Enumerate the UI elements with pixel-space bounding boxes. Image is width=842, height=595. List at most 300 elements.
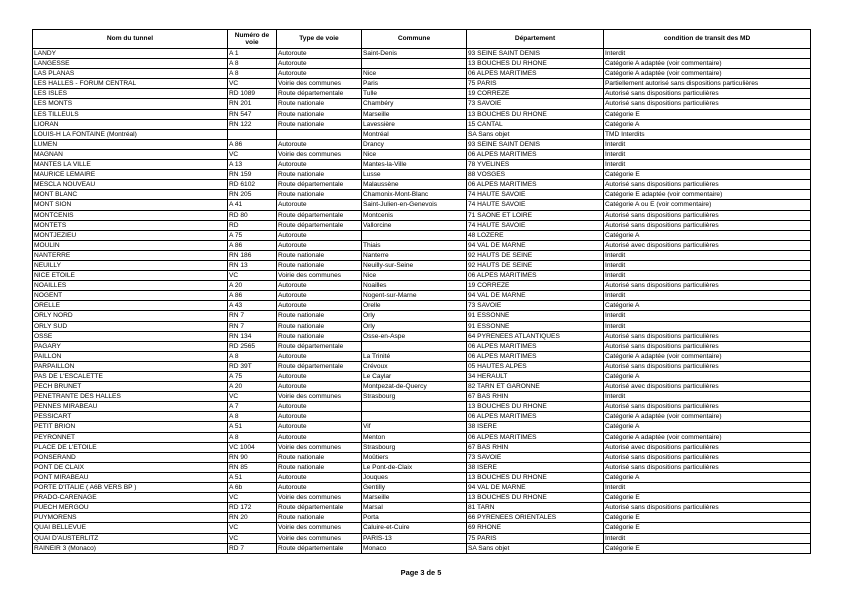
tunnel-name-cell: PONT MIRABEAU [33, 472, 228, 482]
department-cell: 81 TARN [467, 503, 604, 513]
department-cell: 88 VOSGES [467, 170, 604, 180]
department-cell: 67 BAS RHIN [467, 392, 604, 402]
tunnel-name-cell: PAGARY [33, 341, 228, 351]
transit-condition-cell: Catégorie E [604, 493, 811, 503]
table-row [33, 291, 811, 301]
road-number-cell: RN 7 [228, 311, 277, 321]
road-number-cell: RD 39T [228, 361, 277, 371]
table-row [33, 210, 811, 220]
transit-condition-cell: Interdit [604, 392, 811, 402]
table-row [33, 129, 811, 139]
tunnel-name-cell: PETIT BRION [33, 422, 228, 432]
transit-condition-cell: Catégorie A [604, 422, 811, 432]
road-number-cell: RD 1089 [228, 89, 277, 99]
road-number-cell: VC [228, 392, 277, 402]
department-cell: 74 HAUTE SAVOIE [467, 190, 604, 200]
tunnel-name-cell: ORLY SUD [33, 321, 228, 331]
road-number-cell: RD 6102 [228, 180, 277, 190]
road-number-cell: RN 205 [228, 190, 277, 200]
transit-condition-cell: Catégorie A ou E (voir commentaire) [604, 200, 811, 210]
commune-cell: Paris [362, 79, 467, 89]
commune-cell: Vallorcine [362, 220, 467, 230]
road-type-cell: Route départementale [277, 180, 362, 190]
transit-condition-cell: Interdit [604, 149, 811, 159]
table-row [33, 99, 811, 109]
road-type-cell: Voirie des communes [277, 523, 362, 533]
tunnel-name-cell: LES MONTS [33, 99, 228, 109]
road-number-cell: RN 547 [228, 109, 277, 119]
commune-cell: Caluire-et-Cuire [362, 523, 467, 533]
road-type-cell: Autoroute [277, 160, 362, 170]
commune-cell: Neuilly-sur-Seine [362, 260, 467, 270]
tunnel-name-cell: LANGESSE [33, 59, 228, 69]
road-number-cell: A 51 [228, 422, 277, 432]
transit-condition-cell: Catégorie E [604, 109, 811, 119]
department-cell: 05 HAUTES ALPES [467, 361, 604, 371]
department-cell: 75 PARIS [467, 533, 604, 543]
table-header-row [33, 30, 811, 49]
road-type-cell: Route nationale [277, 99, 362, 109]
transit-condition-cell: Catégorie A [604, 472, 811, 482]
commune-cell: Saint-Denis [362, 49, 467, 59]
road-type-cell: Route nationale [277, 250, 362, 260]
commune-cell: PARIS-13 [362, 533, 467, 543]
table-row [33, 69, 811, 79]
road-type-cell: Autoroute [277, 200, 362, 210]
department-cell: 93 SEINE SAINT DENIS [467, 49, 604, 59]
road-type-cell: Route nationale [277, 513, 362, 523]
transit-condition-cell: Interdit [604, 533, 811, 543]
department-cell: 73 SAVOIE [467, 301, 604, 311]
department-cell: 92 HAUTS DE SEINE [467, 260, 604, 270]
transit-condition-cell: Catégorie E adaptée (voir commentaire) [604, 190, 811, 200]
transit-condition-cell: Autorisé avec dispositions particulières [604, 442, 811, 452]
table-row [33, 321, 811, 331]
road-number-cell: VC [228, 533, 277, 543]
tunnel-name-cell: RAINEIR 3 (Monaco) [33, 543, 228, 553]
road-type-cell: Route nationale [277, 311, 362, 321]
transit-condition-cell: Autorisé avec dispositions particulières [604, 382, 811, 392]
commune-cell: Nice [362, 271, 467, 281]
tunnel-name-cell: MONT BLANC [33, 190, 228, 200]
department-cell: 13 BOUCHES DU RHONE [467, 402, 604, 412]
department-cell: 66 PYRENEES ORIENTALES [467, 513, 604, 523]
department-cell: 06 ALPES MARITIMES [467, 69, 604, 79]
department-cell: 06 ALPES MARITIMES [467, 341, 604, 351]
tunnel-name-cell: QUAI D'AUSTERLITZ [33, 533, 228, 543]
table-row [33, 240, 811, 250]
table-row [33, 260, 811, 270]
commune-cell: Drancy [362, 139, 467, 149]
road-type-cell: Autoroute [277, 291, 362, 301]
road-number-cell: A 1 [228, 49, 277, 59]
department-cell: 34 HERAULT [467, 372, 604, 382]
table-row [33, 382, 811, 392]
commune-cell: Osse-en-Aspe [362, 331, 467, 341]
table-row [33, 250, 811, 260]
department-cell: 82 TARN ET GARONNE [467, 382, 604, 392]
department-cell: 13 BOUCHES DU RHONE [467, 493, 604, 503]
table-row [33, 331, 811, 341]
road-number-cell: VC [228, 493, 277, 503]
road-type-cell: Autoroute [277, 59, 362, 69]
department-cell: 13 BOUCHES DU RHONE [467, 109, 604, 119]
road-number-cell: RN 90 [228, 452, 277, 462]
table-row [33, 483, 811, 493]
table-row [33, 503, 811, 513]
department-cell: 93 SEINE SAINT DENIS [467, 139, 604, 149]
road-type-cell: Route nationale [277, 260, 362, 270]
table-row [33, 59, 811, 69]
tunnel-name-cell: PARPAILLON [33, 361, 228, 371]
transit-condition-cell: Interdit [604, 311, 811, 321]
transit-condition-cell: Interdit [604, 483, 811, 493]
commune-cell: Vif [362, 422, 467, 432]
department-cell: 73 SAVOIE [467, 99, 604, 109]
transit-condition-cell: Interdit [604, 321, 811, 331]
transit-condition-cell: Catégorie A adaptée (voir commentaire) [604, 432, 811, 442]
road-number-cell: A 8 [228, 351, 277, 361]
commune-cell: Nanterre [362, 250, 467, 260]
commune-cell: Nice [362, 69, 467, 79]
road-number-cell: A 8 [228, 69, 277, 79]
road-type-cell: Autoroute [277, 402, 362, 412]
header-nom-du-tunnel: Nom du tunnel [33, 30, 228, 49]
road-number-cell: RN 201 [228, 99, 277, 109]
commune-cell: Saint-Julien-en-Genevois [362, 200, 467, 210]
table-row [33, 49, 811, 59]
commune-cell: Montpezat-de-Quercy [362, 382, 467, 392]
commune-cell: Orly [362, 321, 467, 331]
header-type-de-voie: Type de voie [277, 30, 362, 49]
commune-cell: Orly [362, 311, 467, 321]
table-row [33, 472, 811, 482]
table-row [33, 452, 811, 462]
road-type-cell: Voirie des communes [277, 79, 362, 89]
road-type-cell: Autoroute [277, 483, 362, 493]
road-number-cell: A 41 [228, 200, 277, 210]
tunnel-name-cell: PAS DE L'ESCALETTE [33, 372, 228, 382]
department-cell: 06 ALPES MARITIMES [467, 351, 604, 361]
table-row [33, 109, 811, 119]
commune-cell: Le Caylar [362, 372, 467, 382]
commune-cell: Tulle [362, 89, 467, 99]
table-row [33, 513, 811, 523]
road-type-cell: Autoroute [277, 240, 362, 250]
road-type-cell: Route nationale [277, 190, 362, 200]
transit-condition-cell: Autorisé sans dispositions particulières [604, 99, 811, 109]
tunnel-name-cell: NOGENT [33, 291, 228, 301]
road-type-cell: Voirie des communes [277, 271, 362, 281]
commune-cell: Malaussène [362, 180, 467, 190]
tunnel-name-cell: PUECH MERGOU [33, 503, 228, 513]
road-number-cell: A 8 [228, 432, 277, 442]
transit-condition-cell: Interdit [604, 250, 811, 260]
road-type-cell: Voirie des communes [277, 149, 362, 159]
road-number-cell: RD 172 [228, 503, 277, 513]
header-condition-de-transit: condition de transit des MD [604, 30, 811, 49]
department-cell: 94 VAL DE MARNE [467, 291, 604, 301]
tunnel-name-cell: MAGNAN [33, 149, 228, 159]
road-type-cell: Voirie des communes [277, 533, 362, 543]
road-number-cell: RN 134 [228, 331, 277, 341]
department-cell: 06 ALPES MARITIMES [467, 432, 604, 442]
road-type-cell: Route nationale [277, 109, 362, 119]
road-number-cell: VC [228, 79, 277, 89]
road-type-cell: Route départementale [277, 361, 362, 371]
road-number-cell: RD 2565 [228, 341, 277, 351]
table-row [33, 119, 811, 129]
tunnel-name-cell: MONTCENIS [33, 210, 228, 220]
road-number-cell: A 75 [228, 230, 277, 240]
transit-condition-cell: Catégorie A adaptée (voir commentaire) [604, 412, 811, 422]
tunnel-name-cell: MOULIN [33, 240, 228, 250]
tunnel-name-cell: PECH BRUNET [33, 382, 228, 392]
road-type-cell: Route nationale [277, 452, 362, 462]
department-cell: 06 ALPES MARITIMES [467, 149, 604, 159]
department-cell: SA Sans objet [467, 129, 604, 139]
commune-cell: Montréal [362, 129, 467, 139]
commune-cell [362, 412, 467, 422]
road-number-cell: VC [228, 149, 277, 159]
tunnel-name-cell: LES TILLEULS [33, 109, 228, 119]
road-type-cell: Route nationale [277, 170, 362, 180]
road-type-cell: Voirie des communes [277, 442, 362, 452]
tunnel-name-cell: PUYMORENS [33, 513, 228, 523]
table-row [33, 190, 811, 200]
department-cell: 06 ALPES MARITIMES [467, 180, 604, 190]
table-row [33, 170, 811, 180]
commune-cell: Porta [362, 513, 467, 523]
road-number-cell: RD [228, 220, 277, 230]
road-number-cell: RD 80 [228, 210, 277, 220]
road-type-cell: Route départementale [277, 220, 362, 230]
road-number-cell [228, 129, 277, 139]
table-row [33, 402, 811, 412]
road-number-cell: RN 7 [228, 321, 277, 331]
tunnel-name-cell: PONSERAND [33, 452, 228, 462]
department-cell: 78 YVELINES [467, 160, 604, 170]
transit-condition-cell: TMD Interdits [604, 129, 811, 139]
road-type-cell: Autoroute [277, 301, 362, 311]
transit-condition-cell: Autorisé sans dispositions particulières [604, 462, 811, 472]
department-cell: 67 BAS RHIN [467, 442, 604, 452]
commune-cell: Nice [362, 149, 467, 159]
road-number-cell: A 20 [228, 382, 277, 392]
table-row [33, 79, 811, 89]
department-cell: 06 ALPES MARITIMES [467, 412, 604, 422]
table-row [33, 230, 811, 240]
road-type-cell: Voirie des communes [277, 493, 362, 503]
page-number: Page 3 de 5 [400, 568, 442, 577]
road-number-cell: A 13 [228, 160, 277, 170]
tunnel-name-cell: NICE ETOILE [33, 271, 228, 281]
commune-cell: Gentilly [362, 483, 467, 493]
commune-cell: Le Pont-de-Claix [362, 462, 467, 472]
road-type-cell: Voirie des communes [277, 392, 362, 402]
transit-condition-cell: Catégorie A adaptée (voir commentaire) [604, 69, 811, 79]
department-cell: 73 SAVOIE [467, 452, 604, 462]
table-row [33, 372, 811, 382]
road-number-cell: A 20 [228, 281, 277, 291]
table-row [33, 271, 811, 281]
commune-cell: Strasbourg [362, 442, 467, 452]
road-type-cell: Autoroute [277, 412, 362, 422]
tunnel-name-cell: ORELLE [33, 301, 228, 311]
road-type-cell: Autoroute [277, 382, 362, 392]
table-row [33, 301, 811, 311]
road-number-cell: RN 159 [228, 170, 277, 180]
commune-cell: Marsal [362, 503, 467, 513]
tunnel-name-cell: QUAI BELLEVUE [33, 523, 228, 533]
transit-condition-cell: Autorisé sans dispositions particulières [604, 503, 811, 513]
department-cell: 13 BOUCHES DU RHONE [467, 59, 604, 69]
table-row [33, 200, 811, 210]
table-row [33, 351, 811, 361]
transit-condition-cell: Autorisé sans dispositions particulières [604, 452, 811, 462]
transit-condition-cell: Catégorie E [604, 523, 811, 533]
table-row [33, 361, 811, 371]
commune-cell: Jouques [362, 472, 467, 482]
tunnel-name-cell: MESCLA NOUVEAU [33, 180, 228, 190]
transit-condition-cell: Autorisé sans dispositions particulières [604, 220, 811, 230]
table-row [33, 281, 811, 291]
tunnel-name-cell: MAURICE LEMAIRE [33, 170, 228, 180]
tunnel-name-cell: PENETRANTE DES HALLES [33, 392, 228, 402]
commune-cell: Moûtiers [362, 452, 467, 462]
road-number-cell: A 86 [228, 139, 277, 149]
commune-cell: Menton [362, 432, 467, 442]
table-row [33, 89, 811, 99]
table-row [33, 180, 811, 190]
department-cell: 94 VAL DE MARNE [467, 240, 604, 250]
road-type-cell: Route nationale [277, 331, 362, 341]
road-number-cell: A 86 [228, 240, 277, 250]
transit-condition-cell: Catégorie A adaptée (voir commentaire) [604, 351, 811, 361]
tunnel-name-cell: MANTES LA VILLE [33, 160, 228, 170]
department-cell: 91 ESSONNE [467, 311, 604, 321]
transit-condition-cell: Autorisé sans dispositions particulières [604, 180, 811, 190]
commune-cell: Monaco [362, 543, 467, 553]
transit-condition-cell: Autorisé sans dispositions particulières [604, 331, 811, 341]
table-row [33, 422, 811, 432]
department-cell: 74 HAUTE SAVOIE [467, 200, 604, 210]
commune-cell: Marseille [362, 109, 467, 119]
table-row [33, 462, 811, 472]
table-row [33, 412, 811, 422]
commune-cell [362, 341, 467, 351]
transit-condition-cell: Catégorie A [604, 230, 811, 240]
tunnel-name-cell: LOUIS-H LA FONTAINE (Montréal) [33, 129, 228, 139]
road-type-cell: Autoroute [277, 139, 362, 149]
transit-condition-cell: Catégorie E [604, 170, 811, 180]
department-cell: 91 ESSONNE [467, 321, 604, 331]
transit-condition-cell: Autorisé sans dispositions particulières [604, 361, 811, 371]
road-type-cell: Autoroute [277, 472, 362, 482]
road-number-cell: RN 13 [228, 260, 277, 270]
road-type-cell: Route nationale [277, 321, 362, 331]
commune-cell [362, 402, 467, 412]
tunnel-name-cell: LANDY [33, 49, 228, 59]
transit-condition-cell: Catégorie E [604, 543, 811, 553]
road-type-cell: Autoroute [277, 230, 362, 240]
road-type-cell: Autoroute [277, 372, 362, 382]
tunnel-name-cell: MONT SION [33, 200, 228, 210]
tunnel-name-cell: PONT DE CLAIX [33, 462, 228, 472]
table-row [33, 533, 811, 543]
commune-cell: Noailles [362, 281, 467, 291]
commune-cell: Chambéry [362, 99, 467, 109]
department-cell: 94 VAL DE MARNE [467, 483, 604, 493]
road-number-cell: RN 85 [228, 462, 277, 472]
commune-cell [362, 59, 467, 69]
department-cell: 19 CORREZE [467, 281, 604, 291]
department-cell: 75 PARIS [467, 79, 604, 89]
tunnel-name-cell: PESSICART [33, 412, 228, 422]
transit-condition-cell: Interdit [604, 260, 811, 270]
table-body [33, 49, 811, 554]
tunnel-name-cell: OSSE [33, 331, 228, 341]
commune-cell: Crévoux [362, 361, 467, 371]
department-cell: 71 SAONE ET LOIRE [467, 210, 604, 220]
department-cell: SA Sans objet [467, 543, 604, 553]
road-number-cell: VC [228, 523, 277, 533]
header-commune: Commune [362, 30, 467, 49]
road-type-cell: Route départementale [277, 341, 362, 351]
transit-condition-cell: Catégorie A [604, 301, 811, 311]
tunnel-table [32, 29, 811, 554]
road-type-cell: Autoroute [277, 351, 362, 361]
tunnel-name-cell: LES ISLES [33, 89, 228, 99]
tunnel-name-cell: MONTJEZIEU [33, 230, 228, 240]
department-cell: 38 ISERE [467, 462, 604, 472]
table-row [33, 341, 811, 351]
department-cell: 69 RHONE [467, 523, 604, 533]
header-numero-de-voie: Numéro de voie [228, 30, 277, 49]
transit-condition-cell: Autorisé sans dispositions particulières [604, 210, 811, 220]
commune-cell: Lavessière [362, 119, 467, 129]
transit-condition-cell: Partiellement autorisé sans dispositions particulières [604, 79, 811, 89]
transit-condition-cell: Autorisé sans dispositions particulières [604, 89, 811, 99]
road-type-cell: Autoroute [277, 49, 362, 59]
table-row [33, 220, 811, 230]
tunnel-name-cell: PLACE DE L'ETOILE [33, 442, 228, 452]
table-row [33, 493, 811, 503]
department-cell: 92 HAUTS DE SEINE [467, 250, 604, 260]
road-type-cell: Route départementale [277, 503, 362, 513]
department-cell: 64 PYRENEES ATLANTIQUES [467, 331, 604, 341]
road-number-cell: A 8 [228, 412, 277, 422]
road-type-cell [277, 129, 362, 139]
road-number-cell: RN 186 [228, 250, 277, 260]
road-type-cell: Route départementale [277, 210, 362, 220]
road-number-cell: VC 1004 [228, 442, 277, 452]
department-cell: 48 LOZERE [467, 230, 604, 240]
road-type-cell: Route départementale [277, 89, 362, 99]
table-row [33, 139, 811, 149]
road-type-cell: Route nationale [277, 119, 362, 129]
tunnel-name-cell: NANTERRE [33, 250, 228, 260]
transit-condition-cell: Catégorie A [604, 372, 811, 382]
transit-condition-cell: Catégorie A adaptée (voir commentaire) [604, 59, 811, 69]
table-row [33, 149, 811, 159]
transit-condition-cell: Interdit [604, 160, 811, 170]
table-row [33, 392, 811, 402]
tunnel-name-cell: PEYRONNET [33, 432, 228, 442]
tunnel-name-cell: LES HALLES - FORUM CENTRAL [33, 79, 228, 89]
tunnel-name-cell: PORTE D'ITALIE ( A6B VERS BP ) [33, 483, 228, 493]
road-type-cell: Autoroute [277, 69, 362, 79]
